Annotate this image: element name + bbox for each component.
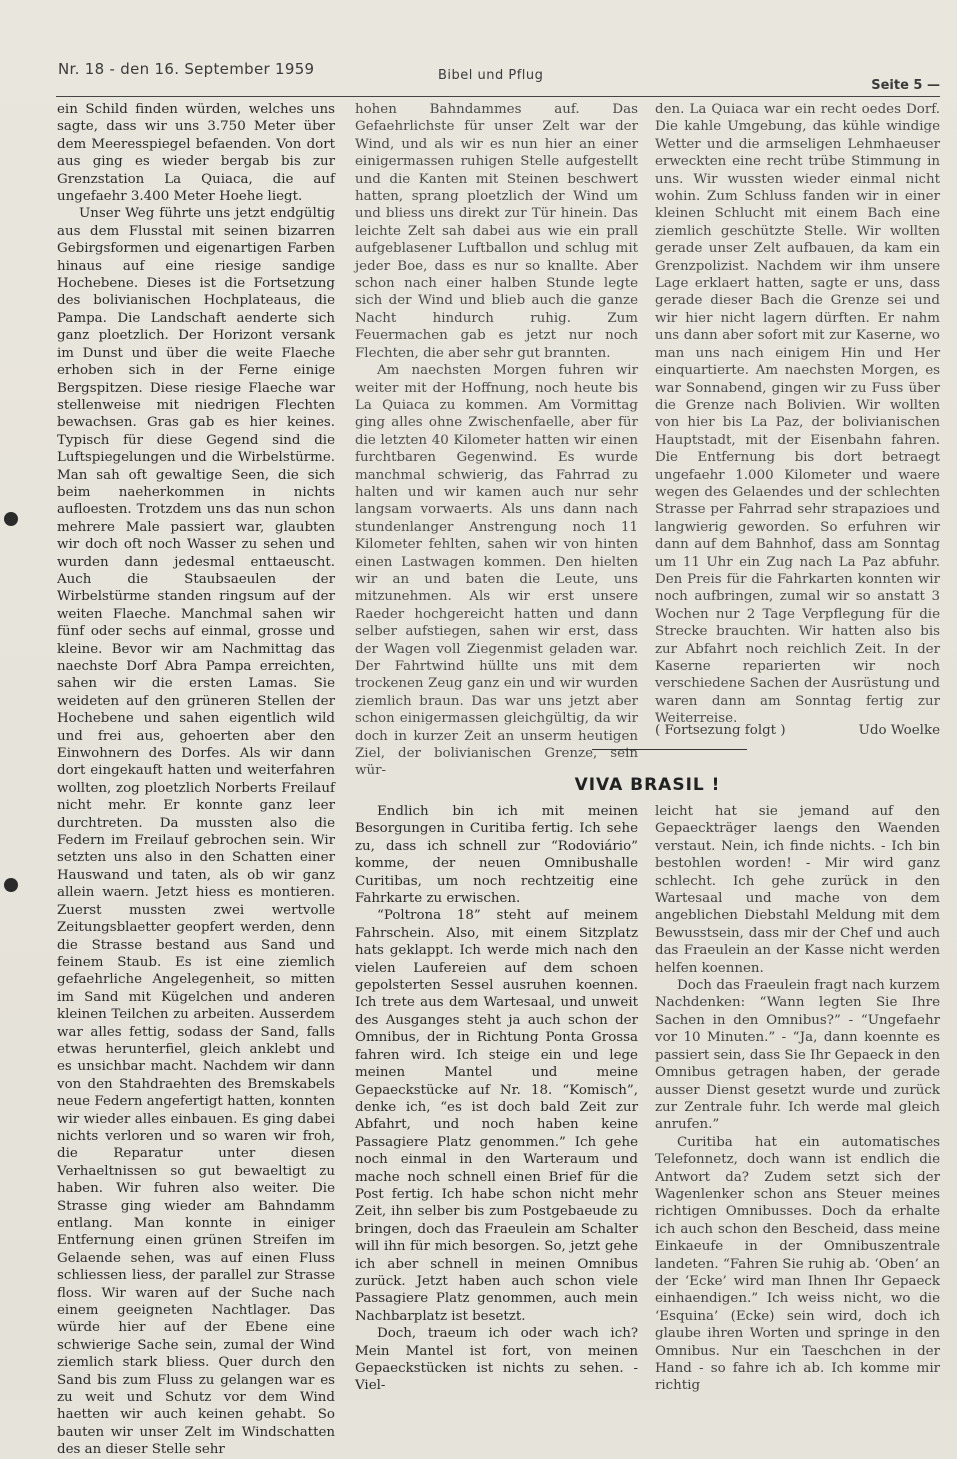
paragraph: Unser Weg führte uns jetzt endgültig aus dem Flusstal mit seinen bizarren Gebirgsformen und eigenartigen Farben hinaus auf eine riesige sandige Hochebene. Dieses ist die Fortsetzung des bolivianischen Hochplateaus, die Pampa. Die Landschaft aenderte sich ganz ploetzlich. Der Horizont versank im Dunst und über die weite Flaeche erhoben sich in der Ferne einige Bergspitzen. Diese riesige Flaeche war stellenweise mit niedrigen Flechten bewachsen. Gras gab es hier keines. Typisch für diese Gegend sind die Luftspiegelungen und die Wirbelstürme. Man sah oft gewaltige Seen, die sich beim naeherkommen in nichts aufloesten. Trotzdem uns das nun schon mehrere Male passiert war, glaubten wir doch oft noch Wasser zu sehen und wurden dann jedesmal enttaeuscht. Auch die Staubsaeulen der Wirbelstürme standen ringsum auf der weiten Flaeche. Manchmal sahen wir fünf oder sechs auf einmal, grosse und kleine. Bevor wir am Nachmittag das naechste Dorf Abra Pampa erreichten, sahen wir die ersten Lamas. Sie weideten auf den grüneren Stellen der Hochebene und sahen eigentlich wild und frei aus, gehoerten aber den Einwohnern des Dorfes. Als wir dann dort eingekauft hatten und weiterfahren wollten, zog ploetzlich Norberts Freilauf nicht mehr. Er konnte ganz leer durchtreten. Da mussten also die Federn im Freilauf gebrochen sein. Wir setzten uns also in den Schatten einer Hauswand und taten, als ob wir ganz allein waern. Jetzt hiess es montieren. Zuerst mussten zwei wertvolle Zeitungsblaetter geopfert werden, denn die Strasse bestand aus Sand und feinem Staub. Es ist eine ziemlich gefaehrliche Angelegenheit, so mitten im Sand mit Kügelchen und anderen kleinen Teilchen zu arbeiten. Ausserdem war alles fettig, sodass der Sand, falls etwas herunterfiel, gleich anklebt und es unsichbar macht. Nachdem wir dann von den Stahdraehten des Bremskabels neue Federn angefertigt hatten, konnten wir wieder alles einbauen. Es ging dabei nichts verloren und so waren wir froh, die Reparatur unter diesen Verhaeltnissen so gut bewaeltigt zu haben. Wir fuhren also weiter. Die Strasse ging wieder am Bahndamm entlang. Man konnte in einiger Entfernung einen grünen Streifen im Gelaende sehen, was auf einen Fluss schliessen liess, der parallel zur Strasse floss. Wir waren auf der Suche nach einem geeigneten Nachtlager. Das würde hier auf der Ebene eine schwierige Sache sein, zumal der Wind ziemlich stark bliess. Quer durch den Sand bis zum Fluss zu gelangen war es zu weit und Schutz vor dem Wind haetten wir auch keinen gehabt. So bauten wir unser Zelt im Windschatten des an dieser Stelle sehr [57, 206, 335, 1458]
paragraph: Doch das Fraeulein fragt nach kurzem Nachdenken: “Wann legten Sie Ihre Sachen in den Omnibus?” - “Ungefaehr vor 10 Minuten.” - “Ja, dann koennte es passiert sein, dass Sie Ihr Gepaeck in den Omnibus getragen haben, der gerade ausser Dienst gesetzt wurde und zurück zur Zentrale fuhr. Ich werde mal gleich anrufen.” [655, 978, 940, 1133]
continued-note: ( Fortsezung folgt ) [655, 723, 786, 738]
article2-column-2 [655, 803, 940, 1395]
article2-column-1 [355, 803, 638, 1395]
paragraph: Endlich bin ich mit meinen Besorgungen in Curitiba fertig. Ich sehe zu, dass ich schnell zur “Rodoviário” komme, der neuen Omnibushalle Curitibas, um noch rechtzeitig eine Fahrkarte zu erwischen. [355, 804, 638, 907]
paragraph: “Poltrona 18” steht auf meinem Fahrschein. Also, mit einem Sitzplatz hats geklappt. Ich werde mich nach den vielen Laufereien auf dem schoen gepolsterten Sessel ausruhen koennen. Ich trete aus dem Wartesaal, und unweit des Ausganges steht ja auch schon der Omnibus, der in Richtung Ponta Grossa fahren wird. Ich steige ein und lege meinen Mantel und meine Gepaeckstücke auf Nr. 18. “Komisch”, denke ich, “es ist doch bald Zeit zur Abfahrt, und noch haben keine Passagiere Platz genommen.” Ich gehe noch einmal in den Warteraum und mache noch schnell einen Brief für die Post fertig. Ich habe schon nicht mehr Zeit, ihn selber bis zum Postgebaeude zu bringen, doch das Fraeulein am Schalter will ihn für mich besorgen. So, jetzt gehe ich aber schnell in meinen Omnibus zurück. Jetzt haben auch schon viele Passagiere Platz genommen, auch mein Nachbarplatz ist besetzt. [355, 908, 638, 1324]
author-name: Udo Woelke [858, 723, 940, 738]
paragraph: ein Schild finden würden, welches uns sagte, dass wir uns 3.750 Meter über dem Meeresspiegel befaenden. Von dort aus ging es wieder bergab bis zur Grenzstation La Quiaca, die auf ungefaehr 3.400 Meter Hoehe liegt. [57, 102, 335, 205]
paragraph: den. La Quiaca war ein recht oedes Dorf. Die kahle Umgebung, das kühle windige Wetter und die armseligen Lehmhaeuser erweckten eine recht trübe Stimmung in uns. Wir wussten wieder einmal nicht wohin. Zum Schluss fanden wir in einer kleinen Schlucht mit einem Bach eine ziemlich geschützte Stelle. Wir wollten gerade unser Zelt aufbauen, da kam ein Grenzpolizist. Nachdem wir ihm unsere Lage erklaert hatten, sagte er uns, dass gerade dieser Bach die Grenze sei und wir hier nicht lagern dürften. Er nahm uns dann aber sofort mit zur Kaserne, wo man uns nach einigem Hin und Her einquartierte. Am naechsten Morgen, es war Sonnabend, gingen wir zu Fuss über die Grenze nach Bolivien. Wir wollten von hier bis La Paz, der bolivianischen Hauptstadt, mit der Eisenbahn fahren. Die Entfernung bis dort betraegt ungefaehr 1.000 Kilometer und waere wegen des Gelaendes und der schlechten Strasse per Fahrrad sehr strapazioes und langwierig geworden. So erfuhren wir dann auf dem Bahnhof, dass am Sonntag um 11 Uhr ein Zug nach La Paz abfuhr. Den Preis für die Fahrkarten konnten wir noch aufbringen, zumal wir so anstatt 3 Wochen nur 2 Tage Verpflegung für die Strecke brauchten. Wir hatten also bis zur Abfahrt noch reichlich Zeit. In der Kaserne reparierten wir noch verschiedene Sachen der Ausrüstung und waren dann am Sonntag fertig zur Weiterreise. [655, 102, 940, 727]
punch-hole [4, 512, 18, 526]
punch-hole [4, 878, 18, 892]
paragraph: leicht hat sie jemand auf den Gepaeckträger laengs den Waenden verstaut. Nein, ich finde nichts. - Ich bin bestohlen worden! - Mir wird ganz schlecht. Ich gehe zurück in den Wartesaal und mache von dem angeblichen Diebstahl Meldung mit dem Bewusstsein, dass mir der Chef und auch das Fraeulein an der Kasse nicht werden helfen koennen. [655, 804, 940, 976]
article1-column-1 [57, 101, 335, 1459]
article1-column-2 [355, 101, 638, 780]
paragraph: Am naechsten Morgen fuhren wir weiter mit der Hoffnung, noch heute bis La Quiaca zu kommen. Am Vormittag ging alles ohne Zwischenfaelle, aber für die letzten 40 Kilometer hatten wir einen furchtbaren Gegenwind. Es wurde manchmal schwierig, das Fahrrad zu halten und wir kamen auch nur sehr langsam vorwaerts. Als uns dann nach stundenlanger Anstrengung noch 11 Kilometer fehlten, sahen wir von hinten einen Lastwagen kommen. Den hielten wir an und baten die Leute, uns mitzunehmen. Als wir erst unsere Raeder hochgereicht hatten und dann selber aufstiegen, sahen wir erst, dass der Wagen voll Ziegenmist geladen war. Der Fahrtwind hüllte uns mit dem trockenen Zeug ganz ein und wir wurden ziemlich braun. Das war uns jetzt aber schon einigermassen gleichgültig, da wir doch in kurzer Zeit an unserm heutigen Ziel, der bolivianischen Grenze, sein wür- [355, 363, 638, 779]
paragraph: hohen Bahndammes auf. Das Gefaehrlichste für unser Zelt war der Wind, und als wir es nun hier an einer einigermassen ruhigen Stelle aufgestellt und die Kanten mit Steinen beschwert hatten, sprang ploetzlich der Wind um und bliess uns direkt zur Tür hinein. Das leichte Zelt sah dabei aus wie ein prall aufgeblasener Luftballon und schlug mit jeder Boe, dass es nur so knallte. Aber schon nach einer halben Stunde legte sich der Wind und blieb auch die ganze Nacht hindurch ruhig. Zum Feuermachen gab es jetzt nur noch Flechten, die aber sehr gut brannten. [355, 102, 638, 361]
page-header [58, 60, 940, 94]
header-rule [56, 96, 940, 97]
issue-date: Nr. 18 - den 16. September 1959 [58, 60, 315, 78]
paragraph: Curitiba hat ein automatisches Telefonnetz, doch wann ist endlich die Antwort da? Zudem setzt sich der Wagenlenker schon ans Steuer meines richtigen Omnibusses. Doch da erhalte ich auch schon den Bescheid, dass meine Einkaeufe in der Omnibuszentrale landeten. “Fahren Sie ruhig ab. ‘Oben’ an der ‘Ecke’ wird man Ihnen Ihr Gepaeck einhaendigen.” Ich weiss nicht, wo die ‘Esquina’ (Ecke) sein wird, doch ich glaube ihren Worten und springe in den Omnibus. Nur ein Taeschchen in der Hand - so fahre ich ab. Ich komme mir richtig [655, 1134, 940, 1394]
article-divider [592, 749, 747, 750]
article2-title: VIVA BRASIL ! [574, 775, 721, 795]
article1-column-3 [655, 101, 940, 728]
paragraph: Doch, traeum ich oder wach ich? Mein Mantel ist fort, von meinen Gepaeckstücken ist nichts zu sehen. - Viel- [355, 1326, 638, 1394]
publication-name: Bibel und Pflug [438, 68, 544, 83]
page-number: Seite 5 — [871, 78, 940, 93]
